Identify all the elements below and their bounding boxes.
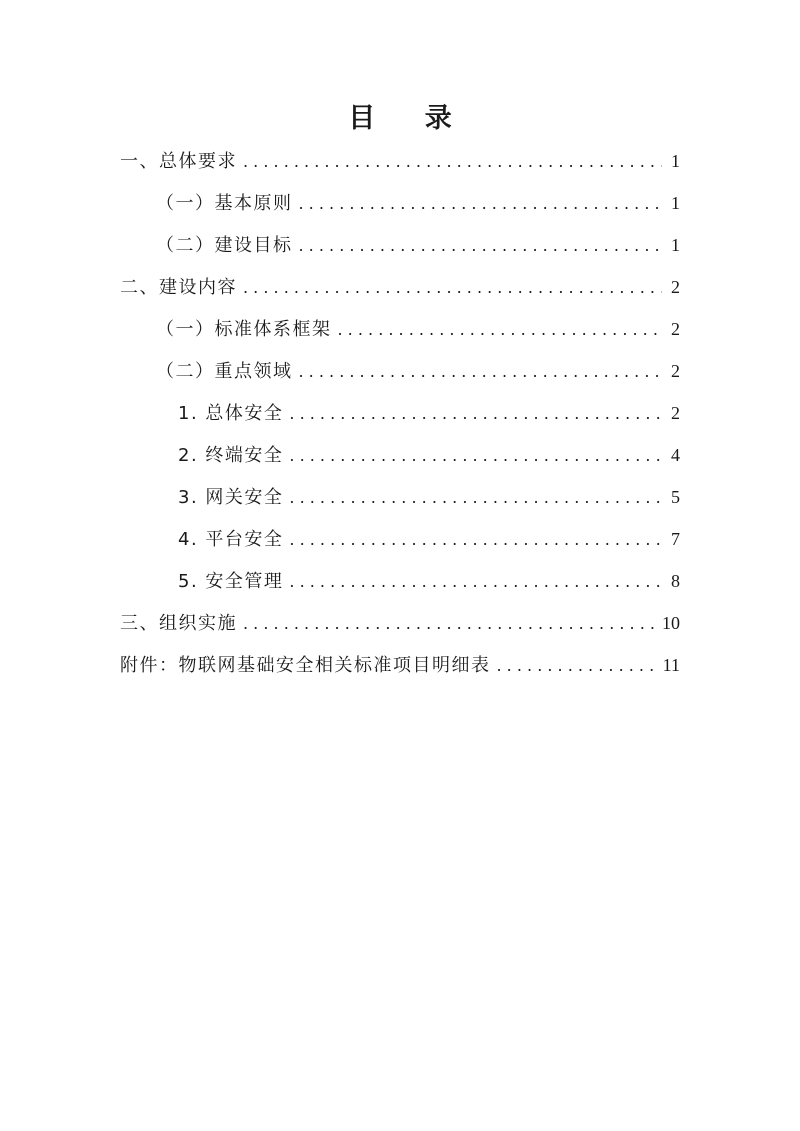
toc-entry-label: 2. 终端安全 xyxy=(178,445,284,466)
toc-entry-label: 一、总体要求 xyxy=(120,151,237,172)
dot-leader xyxy=(497,645,657,687)
toc-page-number: 1 xyxy=(671,235,680,255)
toc-page-number: 10 xyxy=(662,613,680,633)
dot-leader xyxy=(299,351,663,393)
dot-leader xyxy=(289,519,662,561)
toc-entry-terminal-security[interactable] xyxy=(120,434,680,476)
dot-leader xyxy=(289,477,662,519)
toc-entry-standard-framework[interactable] xyxy=(120,308,680,350)
toc-page-number: 1 xyxy=(671,151,680,171)
toc-entry-appendix[interactable] xyxy=(120,644,680,686)
toc-entry-construction-goals[interactable] xyxy=(120,224,680,266)
dot-leader xyxy=(243,603,656,645)
dot-leader xyxy=(289,561,662,603)
toc-page-number: 2 xyxy=(671,277,680,297)
toc-entry-security-management[interactable] xyxy=(120,560,680,602)
toc-entry-platform-security[interactable] xyxy=(120,518,680,560)
toc-entry-construction-content[interactable] xyxy=(120,266,680,308)
toc-entry-label: 附件：物联网基础安全相关标准项目明细表 xyxy=(120,655,491,676)
toc-entry-label: （一）标准体系框架 xyxy=(156,319,332,340)
table-of-contents xyxy=(120,140,680,686)
toc-entry-basic-principles[interactable] xyxy=(120,182,680,224)
toc-entry-organization-implementation[interactable] xyxy=(120,602,680,644)
page-title: 目 录 xyxy=(348,103,472,134)
toc-entry-label: 二、建设内容 xyxy=(120,277,237,298)
toc-entry-label: 1. 总体安全 xyxy=(178,403,284,424)
dot-leader xyxy=(338,309,663,351)
dot-leader xyxy=(289,393,662,435)
toc-entry-label: 4. 平台安全 xyxy=(178,529,284,550)
toc-page-number: 2 xyxy=(671,403,680,423)
toc-page-number: 5 xyxy=(671,487,680,507)
dot-leader xyxy=(289,435,662,477)
dot-leader xyxy=(243,141,662,183)
toc-entry-key-areas[interactable] xyxy=(120,350,680,392)
dot-leader xyxy=(299,183,663,225)
toc-page-number: 2 xyxy=(671,319,680,339)
toc-page-number: 4 xyxy=(671,445,680,465)
toc-entry-label: 5. 安全管理 xyxy=(178,571,284,592)
toc-entry-label: 三、组织实施 xyxy=(120,613,237,634)
toc-entry-label: （二）重点领域 xyxy=(156,361,293,382)
toc-entry-label: 3. 网关安全 xyxy=(178,487,284,508)
toc-page-number: 11 xyxy=(662,655,680,675)
toc-entry-label: （二）建设目标 xyxy=(156,235,293,256)
toc-entry-overall-requirements[interactable] xyxy=(120,140,680,182)
toc-entry-label: （一）基本原则 xyxy=(156,193,293,214)
toc-page-number: 1 xyxy=(671,193,680,213)
toc-entry-gateway-security[interactable] xyxy=(120,476,680,518)
toc-page-number: 2 xyxy=(671,361,680,381)
dot-leader xyxy=(299,225,663,267)
toc-entry-overall-security[interactable] xyxy=(120,392,680,434)
dot-leader xyxy=(243,267,662,309)
toc-page-number: 8 xyxy=(671,571,680,591)
toc-page-number: 7 xyxy=(671,529,680,549)
